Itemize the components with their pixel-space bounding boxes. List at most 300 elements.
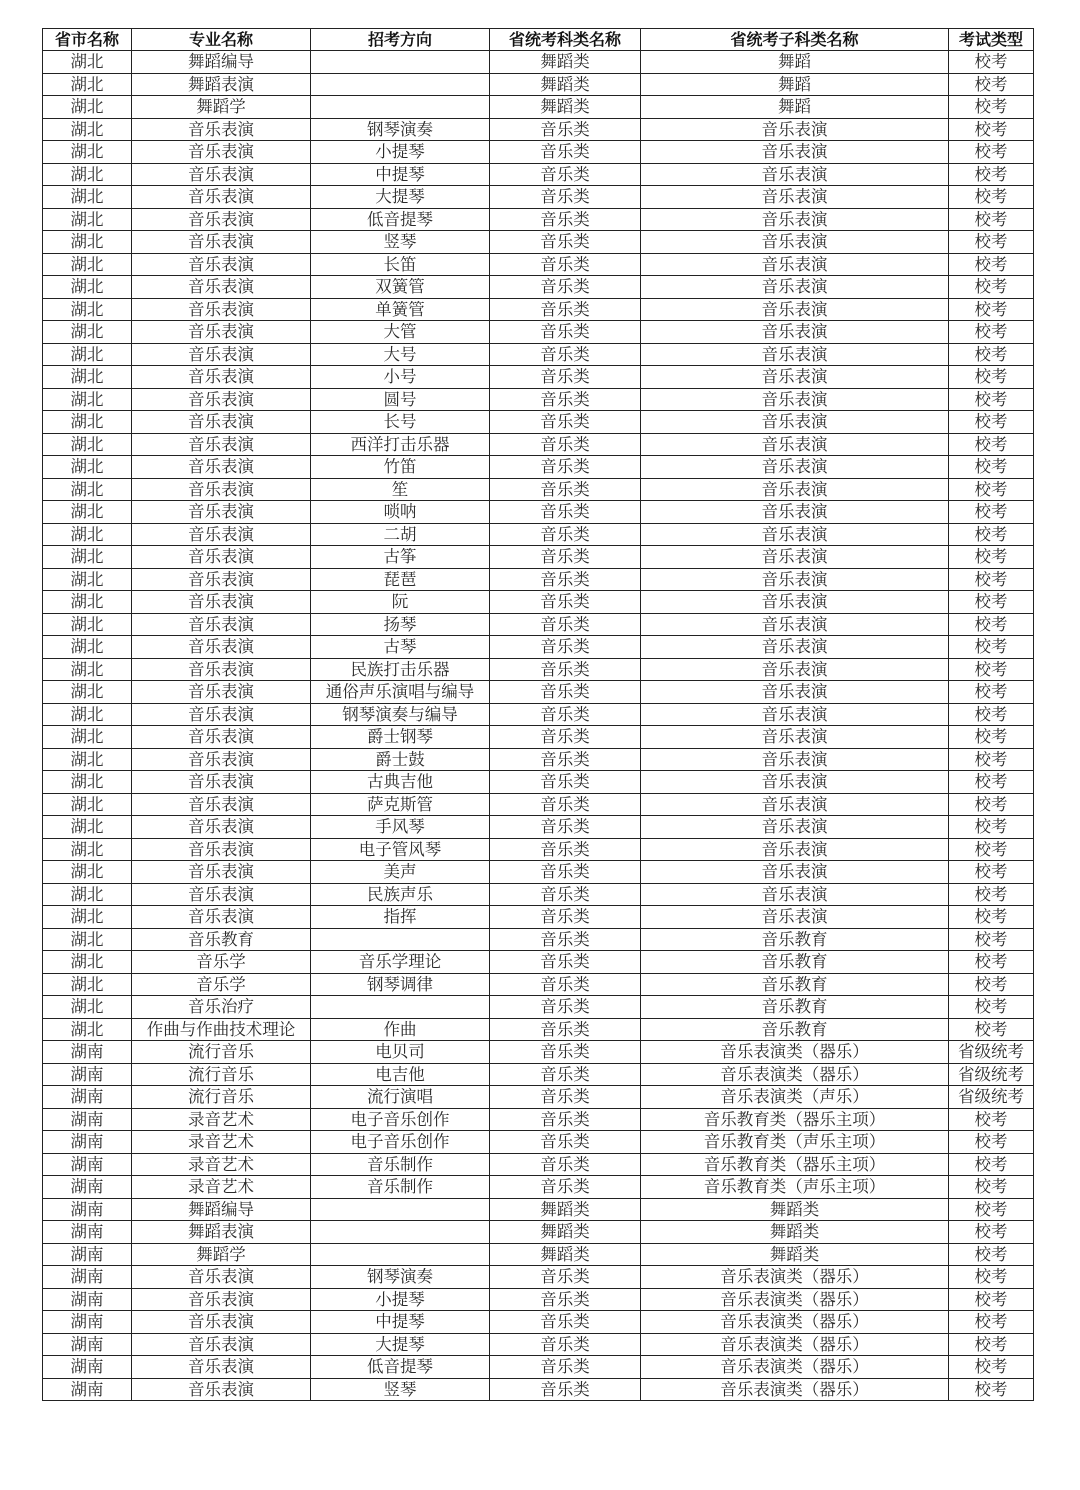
- cell-subcategory: 音乐教育: [641, 973, 949, 996]
- cell-subcategory: 音乐教育类（器乐主项）: [641, 1153, 949, 1176]
- cell-direction: 电贝司: [311, 1041, 490, 1064]
- cell-direction: [311, 1198, 490, 1221]
- cell-major: 舞蹈学: [132, 96, 311, 119]
- cell-major: 音乐表演: [132, 163, 311, 186]
- table-row: [43, 96, 1034, 119]
- cell-direction: 小提琴: [311, 141, 490, 164]
- cell-direction: 民族声乐: [311, 883, 490, 906]
- cell-province: 湖南: [43, 1221, 132, 1244]
- cell-major: 音乐表演: [132, 1356, 311, 1379]
- table-row: [43, 456, 1034, 479]
- cell-province: 湖南: [43, 1153, 132, 1176]
- cell-direction: 大管: [311, 321, 490, 344]
- cell-subcategory: 音乐表演: [641, 186, 949, 209]
- table-row: [43, 996, 1034, 1019]
- header-direction: 招考方向: [311, 29, 490, 51]
- cell-major: 录音艺术: [132, 1131, 311, 1154]
- cell-category: 音乐类: [490, 298, 641, 321]
- cell-exam-type: 校考: [949, 231, 1034, 254]
- cell-subcategory: 音乐表演类（器乐）: [641, 1311, 949, 1334]
- cell-subcategory: 音乐教育类（器乐主项）: [641, 1108, 949, 1131]
- cell-category: 音乐类: [490, 1378, 641, 1401]
- table-row: [43, 478, 1034, 501]
- cell-exam-type: 校考: [949, 118, 1034, 141]
- cell-major: 音乐表演: [132, 456, 311, 479]
- cell-category: 音乐类: [490, 726, 641, 749]
- cell-exam-type: 校考: [949, 883, 1034, 906]
- cell-direction: 音乐制作: [311, 1176, 490, 1199]
- cell-category: 音乐类: [490, 1153, 641, 1176]
- cell-exam-type: 校考: [949, 388, 1034, 411]
- cell-subcategory: 音乐表演: [641, 141, 949, 164]
- cell-category: 音乐类: [490, 906, 641, 929]
- cell-exam-type: 校考: [949, 748, 1034, 771]
- cell-province: 湖南: [43, 1356, 132, 1379]
- cell-subcategory: 音乐教育: [641, 996, 949, 1019]
- cell-exam-type: 校考: [949, 1198, 1034, 1221]
- cell-exam-type: 校考: [949, 478, 1034, 501]
- cell-province: 湖南: [43, 1198, 132, 1221]
- table-row: [43, 1176, 1034, 1199]
- cell-category: 音乐类: [490, 163, 641, 186]
- cell-major: 音乐表演: [132, 883, 311, 906]
- cell-province: 湖北: [43, 568, 132, 591]
- cell-exam-type: 校考: [949, 726, 1034, 749]
- cell-category: 音乐类: [490, 973, 641, 996]
- cell-direction: 电吉他: [311, 1063, 490, 1086]
- cell-subcategory: 音乐表演: [641, 703, 949, 726]
- cell-subcategory: 音乐表演: [641, 343, 949, 366]
- cell-province: 湖北: [43, 276, 132, 299]
- cell-category: 音乐类: [490, 411, 641, 434]
- cell-subcategory: 舞蹈: [641, 73, 949, 96]
- cell-exam-type: 校考: [949, 973, 1034, 996]
- cell-subcategory: 音乐表演类（器乐）: [641, 1333, 949, 1356]
- table-row: [43, 118, 1034, 141]
- cell-major: 作曲与作曲技术理论: [132, 1018, 311, 1041]
- cell-major: 音乐表演: [132, 231, 311, 254]
- cell-exam-type: 校考: [949, 1333, 1034, 1356]
- cell-category: 音乐类: [490, 276, 641, 299]
- table-row: [43, 1356, 1034, 1379]
- cell-direction: 美声: [311, 861, 490, 884]
- table-row: [43, 1243, 1034, 1266]
- header-row: [43, 29, 1034, 51]
- cell-exam-type: 校考: [949, 208, 1034, 231]
- table-row: [43, 1266, 1034, 1289]
- table-row: [43, 433, 1034, 456]
- table-row: [43, 1108, 1034, 1131]
- cell-direction: 竖琴: [311, 231, 490, 254]
- cell-major: 音乐治疗: [132, 996, 311, 1019]
- cell-major: 音乐教育: [132, 928, 311, 951]
- cell-exam-type: 校考: [949, 1266, 1034, 1289]
- cell-category: 音乐类: [490, 928, 641, 951]
- cell-category: 音乐类: [490, 141, 641, 164]
- cell-subcategory: 舞蹈: [641, 51, 949, 74]
- cell-major: 舞蹈学: [132, 1243, 311, 1266]
- cell-province: 湖北: [43, 523, 132, 546]
- cell-subcategory: 音乐表演: [641, 568, 949, 591]
- cell-category: 音乐类: [490, 1086, 641, 1109]
- cell-subcategory: 音乐表演: [641, 276, 949, 299]
- cell-direction: 西洋打击乐器: [311, 433, 490, 456]
- cell-direction: 低音提琴: [311, 1356, 490, 1379]
- cell-direction: 琵琶: [311, 568, 490, 591]
- table-row: [43, 186, 1034, 209]
- cell-major: 音乐表演: [132, 658, 311, 681]
- table-row: [43, 1288, 1034, 1311]
- cell-subcategory: 音乐表演: [641, 118, 949, 141]
- cell-direction: 电子音乐创作: [311, 1108, 490, 1131]
- cell-exam-type: 省级统考: [949, 1063, 1034, 1086]
- cell-major: 音乐表演: [132, 546, 311, 569]
- cell-direction: 钢琴演奏: [311, 1266, 490, 1289]
- cell-province: 湖南: [43, 1333, 132, 1356]
- cell-direction: 唢呐: [311, 501, 490, 524]
- cell-major: 音乐表演: [132, 636, 311, 659]
- cell-province: 湖北: [43, 793, 132, 816]
- cell-category: 音乐类: [490, 816, 641, 839]
- cell-subcategory: 音乐表演类（器乐）: [641, 1063, 949, 1086]
- cell-direction: 长笛: [311, 253, 490, 276]
- cell-category: 音乐类: [490, 321, 641, 344]
- cell-direction: 作曲: [311, 1018, 490, 1041]
- cell-category: 音乐类: [490, 433, 641, 456]
- cell-category: 音乐类: [490, 118, 641, 141]
- cell-category: 音乐类: [490, 1108, 641, 1131]
- cell-category: 音乐类: [490, 253, 641, 276]
- cell-major: 录音艺术: [132, 1176, 311, 1199]
- table-row: [43, 771, 1034, 794]
- cell-direction: 圆号: [311, 388, 490, 411]
- table-row: [43, 411, 1034, 434]
- cell-major: 音乐表演: [132, 1333, 311, 1356]
- cell-direction: 低音提琴: [311, 208, 490, 231]
- cell-subcategory: 音乐表演: [641, 523, 949, 546]
- cell-exam-type: 校考: [949, 1356, 1034, 1379]
- cell-province: 湖北: [43, 951, 132, 974]
- cell-direction: [311, 73, 490, 96]
- cell-exam-type: 校考: [949, 636, 1034, 659]
- header-subcategory: 省统考子科类名称: [641, 29, 949, 51]
- cell-major: 音乐表演: [132, 703, 311, 726]
- cell-exam-type: 校考: [949, 1153, 1034, 1176]
- cell-category: 音乐类: [490, 568, 641, 591]
- cell-subcategory: 音乐表演类（器乐）: [641, 1288, 949, 1311]
- cell-direction: 电子管风琴: [311, 838, 490, 861]
- cell-exam-type: 校考: [949, 501, 1034, 524]
- cell-category: 音乐类: [490, 793, 641, 816]
- cell-province: 湖北: [43, 253, 132, 276]
- cell-subcategory: 音乐表演: [641, 636, 949, 659]
- cell-direction: 古典吉他: [311, 771, 490, 794]
- cell-subcategory: 舞蹈类: [641, 1221, 949, 1244]
- cell-category: 音乐类: [490, 456, 641, 479]
- cell-major: 音乐表演: [132, 748, 311, 771]
- cell-province: 湖南: [43, 1243, 132, 1266]
- cell-category: 音乐类: [490, 658, 641, 681]
- cell-exam-type: 校考: [949, 1378, 1034, 1401]
- cell-exam-type: 省级统考: [949, 1041, 1034, 1064]
- cell-major: 音乐表演: [132, 501, 311, 524]
- cell-exam-type: 校考: [949, 141, 1034, 164]
- cell-direction: 扬琴: [311, 613, 490, 636]
- cell-category: 音乐类: [490, 478, 641, 501]
- cell-major: 音乐表演: [132, 118, 311, 141]
- table-row: [43, 883, 1034, 906]
- table-row: [43, 748, 1034, 771]
- cell-direction: 小号: [311, 366, 490, 389]
- cell-direction: [311, 1243, 490, 1266]
- cell-province: 湖北: [43, 726, 132, 749]
- cell-category: 音乐类: [490, 636, 641, 659]
- cell-direction: 电子音乐创作: [311, 1131, 490, 1154]
- cell-direction: 钢琴调律: [311, 973, 490, 996]
- cell-exam-type: 校考: [949, 658, 1034, 681]
- cell-exam-type: 校考: [949, 523, 1034, 546]
- cell-province: 湖北: [43, 186, 132, 209]
- cell-subcategory: 音乐表演: [641, 388, 949, 411]
- cell-subcategory: 音乐教育类（声乐主项）: [641, 1176, 949, 1199]
- cell-subcategory: 音乐表演: [641, 321, 949, 344]
- cell-major: 音乐表演: [132, 298, 311, 321]
- cell-exam-type: 校考: [949, 456, 1034, 479]
- cell-province: 湖北: [43, 748, 132, 771]
- cell-exam-type: 校考: [949, 433, 1034, 456]
- cell-province: 湖南: [43, 1063, 132, 1086]
- cell-direction: 中提琴: [311, 1311, 490, 1334]
- cell-province: 湖北: [43, 321, 132, 344]
- table-row: [43, 1378, 1034, 1401]
- header-major: 专业名称: [132, 29, 311, 51]
- table-body: [43, 51, 1034, 1401]
- cell-direction: 指挥: [311, 906, 490, 929]
- cell-exam-type: 校考: [949, 546, 1034, 569]
- cell-province: 湖北: [43, 816, 132, 839]
- cell-major: 流行音乐: [132, 1086, 311, 1109]
- cell-category: 音乐类: [490, 231, 641, 254]
- cell-province: 湖北: [43, 906, 132, 929]
- table-row: [43, 343, 1034, 366]
- cell-province: 湖南: [43, 1041, 132, 1064]
- cell-province: 湖南: [43, 1086, 132, 1109]
- cell-subcategory: 音乐表演: [641, 816, 949, 839]
- cell-category: 音乐类: [490, 1311, 641, 1334]
- cell-exam-type: 校考: [949, 1018, 1034, 1041]
- cell-subcategory: 舞蹈: [641, 96, 949, 119]
- cell-major: 音乐表演: [132, 186, 311, 209]
- cell-direction: 单簧管: [311, 298, 490, 321]
- cell-subcategory: 音乐表演: [641, 433, 949, 456]
- cell-direction: 阮: [311, 591, 490, 614]
- cell-category: 音乐类: [490, 703, 641, 726]
- cell-direction: 长号: [311, 411, 490, 434]
- cell-exam-type: 省级统考: [949, 1086, 1034, 1109]
- cell-category: 音乐类: [490, 591, 641, 614]
- cell-subcategory: 音乐表演: [641, 861, 949, 884]
- table-row: [43, 1018, 1034, 1041]
- cell-exam-type: 校考: [949, 1221, 1034, 1244]
- cell-category: 音乐类: [490, 1266, 641, 1289]
- cell-direction: 小提琴: [311, 1288, 490, 1311]
- table-row: [43, 51, 1034, 74]
- cell-province: 湖北: [43, 1018, 132, 1041]
- cell-exam-type: 校考: [949, 1131, 1034, 1154]
- table-row: [43, 568, 1034, 591]
- table-row: [43, 861, 1034, 884]
- cell-exam-type: 校考: [949, 186, 1034, 209]
- cell-subcategory: 音乐表演: [641, 838, 949, 861]
- cell-province: 湖北: [43, 411, 132, 434]
- cell-major: 音乐表演: [132, 411, 311, 434]
- cell-major: 音乐表演: [132, 838, 311, 861]
- cell-direction: 大提琴: [311, 1333, 490, 1356]
- cell-direction: 流行演唱: [311, 1086, 490, 1109]
- cell-category: 音乐类: [490, 613, 641, 636]
- table-row: [43, 73, 1034, 96]
- table-row: [43, 906, 1034, 929]
- cell-category: 音乐类: [490, 546, 641, 569]
- cell-category: 音乐类: [490, 366, 641, 389]
- cell-province: 湖北: [43, 96, 132, 119]
- cell-major: 舞蹈表演: [132, 73, 311, 96]
- cell-major: 音乐表演: [132, 613, 311, 636]
- cell-direction: 古琴: [311, 636, 490, 659]
- cell-major: 音乐表演: [132, 793, 311, 816]
- cell-exam-type: 校考: [949, 321, 1034, 344]
- table-row: [43, 658, 1034, 681]
- cell-direction: 笙: [311, 478, 490, 501]
- cell-subcategory: 舞蹈类: [641, 1198, 949, 1221]
- cell-category: 音乐类: [490, 343, 641, 366]
- cell-province: 湖北: [43, 118, 132, 141]
- cell-exam-type: 校考: [949, 951, 1034, 974]
- table-row: [43, 1221, 1034, 1244]
- cell-major: 音乐表演: [132, 1288, 311, 1311]
- table-row: [43, 1153, 1034, 1176]
- cell-major: 音乐表演: [132, 523, 311, 546]
- cell-subcategory: 舞蹈类: [641, 1243, 949, 1266]
- cell-direction: 钢琴演奏: [311, 118, 490, 141]
- table-row: [43, 388, 1034, 411]
- cell-subcategory: 音乐表演类（器乐）: [641, 1041, 949, 1064]
- cell-major: 音乐表演: [132, 681, 311, 704]
- cell-subcategory: 音乐表演: [641, 501, 949, 524]
- cell-subcategory: 音乐表演: [641, 681, 949, 704]
- table-row: [43, 1063, 1034, 1086]
- cell-major: 音乐学: [132, 973, 311, 996]
- table-row: [43, 681, 1034, 704]
- cell-exam-type: 校考: [949, 96, 1034, 119]
- cell-major: 音乐学: [132, 951, 311, 974]
- header-province: 省市名称: [43, 29, 132, 51]
- cell-province: 湖北: [43, 163, 132, 186]
- cell-province: 湖南: [43, 1176, 132, 1199]
- cell-major: 音乐表演: [132, 861, 311, 884]
- cell-direction: 中提琴: [311, 163, 490, 186]
- cell-major: 音乐表演: [132, 433, 311, 456]
- cell-major: 音乐表演: [132, 591, 311, 614]
- cell-province: 湖北: [43, 343, 132, 366]
- cell-province: 湖北: [43, 231, 132, 254]
- cell-province: 湖北: [43, 861, 132, 884]
- cell-subcategory: 音乐表演: [641, 366, 949, 389]
- cell-category: 音乐类: [490, 1041, 641, 1064]
- table-row: [43, 298, 1034, 321]
- cell-major: 音乐表演: [132, 568, 311, 591]
- cell-direction: 萨克斯管: [311, 793, 490, 816]
- table-row: [43, 1198, 1034, 1221]
- cell-direction: 爵士鼓: [311, 748, 490, 771]
- cell-exam-type: 校考: [949, 411, 1034, 434]
- table-row: [43, 703, 1034, 726]
- cell-direction: 音乐学理论: [311, 951, 490, 974]
- table-row: [43, 1333, 1034, 1356]
- cell-category: 舞蹈类: [490, 1198, 641, 1221]
- cell-province: 湖北: [43, 73, 132, 96]
- cell-category: 音乐类: [490, 838, 641, 861]
- cell-exam-type: 校考: [949, 1288, 1034, 1311]
- header-exam-type: 考试类型: [949, 29, 1034, 51]
- cell-direction: [311, 928, 490, 951]
- cell-major: 录音艺术: [132, 1108, 311, 1131]
- cell-exam-type: 校考: [949, 703, 1034, 726]
- cell-subcategory: 音乐教育类（声乐主项）: [641, 1131, 949, 1154]
- cell-major: 音乐表演: [132, 771, 311, 794]
- cell-major: 音乐表演: [132, 726, 311, 749]
- cell-subcategory: 音乐表演类（器乐）: [641, 1356, 949, 1379]
- cell-subcategory: 音乐表演: [641, 411, 949, 434]
- cell-province: 湖北: [43, 658, 132, 681]
- cell-subcategory: 音乐表演: [641, 163, 949, 186]
- cell-province: 湖北: [43, 681, 132, 704]
- cell-subcategory: 音乐表演: [641, 906, 949, 929]
- cell-category: 音乐类: [490, 1288, 641, 1311]
- cell-direction: [311, 1221, 490, 1244]
- cell-direction: 民族打击乐器: [311, 658, 490, 681]
- cell-category: 音乐类: [490, 523, 641, 546]
- cell-exam-type: 校考: [949, 1176, 1034, 1199]
- cell-province: 湖北: [43, 366, 132, 389]
- cell-major: 流行音乐: [132, 1041, 311, 1064]
- cell-category: 音乐类: [490, 1131, 641, 1154]
- cell-major: 音乐表演: [132, 1266, 311, 1289]
- cell-major: 音乐表演: [132, 1311, 311, 1334]
- cell-province: 湖北: [43, 771, 132, 794]
- cell-subcategory: 音乐教育: [641, 1018, 949, 1041]
- table-row: [43, 1131, 1034, 1154]
- cell-exam-type: 校考: [949, 51, 1034, 74]
- cell-exam-type: 校考: [949, 298, 1034, 321]
- cell-category: 音乐类: [490, 681, 641, 704]
- cell-category: 舞蹈类: [490, 51, 641, 74]
- cell-subcategory: 音乐表演类（器乐）: [641, 1266, 949, 1289]
- cell-province: 湖南: [43, 1288, 132, 1311]
- table-row: [43, 231, 1034, 254]
- cell-major: 音乐表演: [132, 208, 311, 231]
- cell-subcategory: 音乐表演: [641, 591, 949, 614]
- admissions-table: [42, 28, 1034, 1401]
- cell-province: 湖北: [43, 478, 132, 501]
- table-row: [43, 636, 1034, 659]
- table-row: [43, 1086, 1034, 1109]
- cell-subcategory: 音乐表演: [641, 771, 949, 794]
- table-row: [43, 838, 1034, 861]
- cell-exam-type: 校考: [949, 366, 1034, 389]
- cell-major: 音乐表演: [132, 1378, 311, 1401]
- table-row: [43, 208, 1034, 231]
